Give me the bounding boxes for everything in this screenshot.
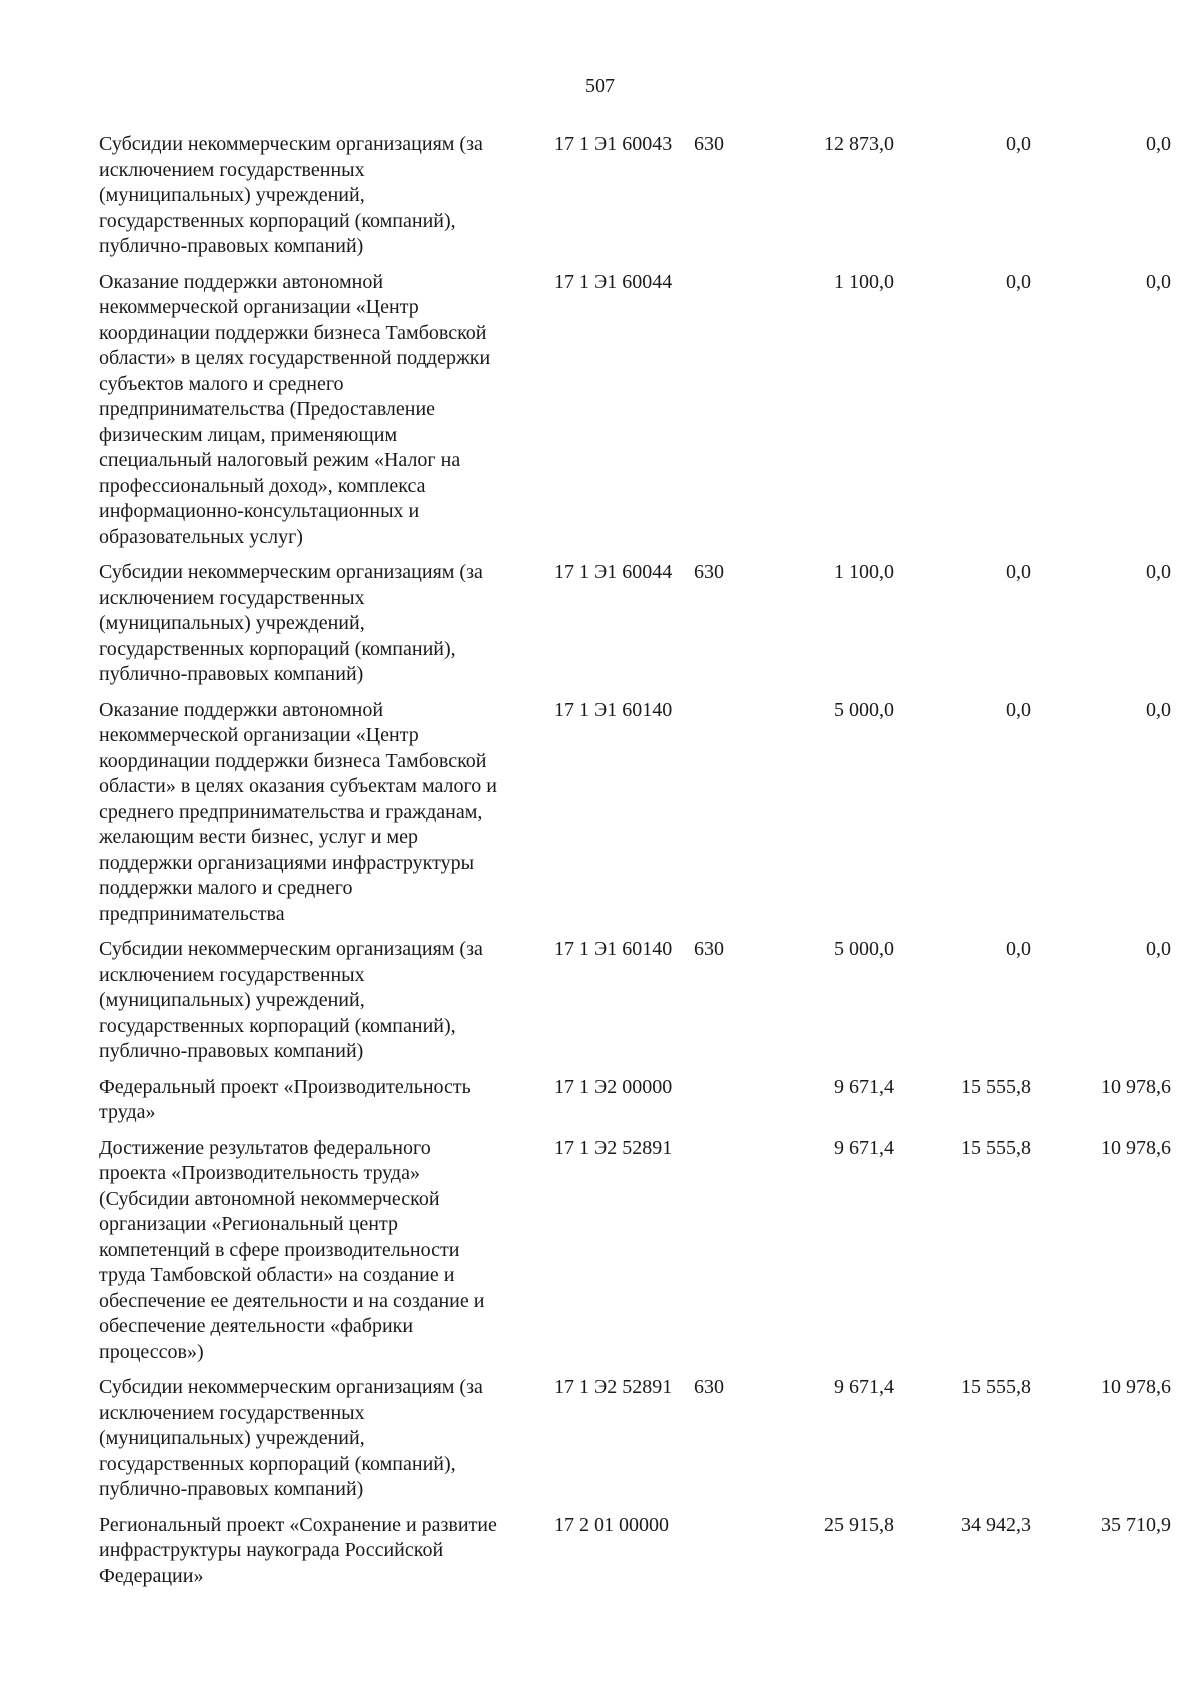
row-code: 17 1 Э2 00000 <box>554 1075 673 1098</box>
row-value-year-1-cell <box>744 1513 894 1600</box>
row-expense-type: 630 <box>694 561 724 583</box>
row-code: 17 1 Э1 60044 <box>554 270 673 293</box>
row-value-year-2: 15 555,8 <box>961 1075 1031 1098</box>
budget-table <box>99 132 1171 1599</box>
row-expense-type-cell <box>694 1136 744 1376</box>
row-value-year-3: 35 710,9 <box>1101 1513 1171 1536</box>
row-expense-type-cell <box>694 132 744 270</box>
row-code-cell <box>554 1375 694 1513</box>
row-name: Региональный проект «Сохранение и развитие инфраструктуры наукограда Российской Федерации» <box>99 1513 497 1587</box>
row-code: 17 1 Э2 52891 <box>554 1376 673 1398</box>
row-value-year-1-cell <box>744 132 894 270</box>
row-name: Субсидии некоммерческим организациям (за исключением государственных (муниципальных) учреждений, государственных корпораций (компаний), публично-правовых компаний) <box>99 938 483 1062</box>
row-value-year-2-cell <box>894 560 1031 698</box>
row-expense-type-cell <box>694 1075 744 1136</box>
row-value-year-3-cell <box>1031 698 1171 938</box>
row-value-year-3-cell <box>1031 937 1171 1075</box>
row-value-year-3: 0,0 <box>1146 698 1171 721</box>
row-name-cell <box>99 560 554 698</box>
row-expense-type-cell <box>694 560 744 698</box>
row-value-year-3: 10 978,6 <box>1101 1075 1171 1098</box>
row-expense-type: 630 <box>694 133 724 155</box>
table-row <box>99 1136 1171 1376</box>
row-name-cell <box>99 1136 554 1376</box>
row-value-year-1-cell <box>744 560 894 698</box>
row-value-year-2: 0,0 <box>1006 270 1031 293</box>
row-name: Субсидии некоммерческим организациям (за исключением государственных (муниципальных) учреждений, государственных корпораций (компаний), публично-правовых компаний) <box>99 1376 483 1500</box>
row-value-year-1: 12 873,0 <box>824 133 894 155</box>
row-expense-type-cell <box>694 1513 744 1600</box>
row-expense-type-cell <box>694 937 744 1075</box>
row-value-year-3: 0,0 <box>1146 938 1171 960</box>
row-value-year-1-cell <box>744 1075 894 1136</box>
table-row <box>99 270 1171 561</box>
row-value-year-3: 10 978,6 <box>1101 1376 1171 1398</box>
row-value-year-2-cell <box>894 1136 1031 1376</box>
row-name-cell <box>99 270 554 561</box>
row-value-year-2-cell <box>894 1375 1031 1513</box>
row-value-year-1: 9 671,4 <box>834 1075 894 1098</box>
row-code: 17 1 Э1 60043 <box>554 133 673 155</box>
row-name-cell <box>99 1513 554 1600</box>
row-value-year-3-cell <box>1031 1513 1171 1600</box>
row-expense-type-cell <box>694 1375 744 1513</box>
row-value-year-3-cell <box>1031 1136 1171 1376</box>
row-value-year-2: 15 555,8 <box>961 1376 1031 1398</box>
row-value-year-1: 9 671,4 <box>834 1136 894 1159</box>
row-value-year-2-cell <box>894 1075 1031 1136</box>
row-value-year-2: 15 555,8 <box>961 1136 1031 1159</box>
row-expense-type: 630 <box>694 1376 724 1398</box>
row-code: 17 2 01 00000 <box>554 1513 669 1536</box>
row-code-cell <box>554 270 694 561</box>
row-name-cell <box>99 1375 554 1513</box>
row-value-year-2-cell <box>894 937 1031 1075</box>
row-code-cell <box>554 560 694 698</box>
row-code: 17 1 Э1 60044 <box>554 561 673 583</box>
row-code-cell <box>554 132 694 270</box>
row-expense-type-cell <box>694 270 744 561</box>
row-value-year-3: 0,0 <box>1146 270 1171 293</box>
table-row <box>99 1375 1171 1513</box>
row-name: Оказание поддержки автономной некоммерческой организации «Центр координации поддержки бизнеса Тамбовской области» в целях оказания субъектам малого и среднего предпринимательства и гражданам, желающим вести бизнес, услуг и мер поддержки организациями инфраструктуры поддержки малого и среднего предпринимательства <box>99 698 497 925</box>
row-code-cell <box>554 698 694 938</box>
row-value-year-3: 0,0 <box>1146 561 1171 583</box>
row-code: 17 1 Э1 60140 <box>554 938 673 960</box>
row-code-cell <box>554 1075 694 1136</box>
row-value-year-1: 5 000,0 <box>834 938 894 960</box>
row-name: Оказание поддержки автономной некоммерческой организации «Центр координации поддержки бизнеса Тамбовской области» в целях государственной поддержки субъектов малого и среднего предпринимательства (Предоставление физическим лицам, применяющим специальный налоговый режим «Налог на профессиональный доход», комплекса информационно-консультационных и образовательных услуг) <box>99 270 491 548</box>
row-code: 17 1 Э2 52891 <box>554 1136 673 1159</box>
row-value-year-1-cell <box>744 937 894 1075</box>
row-value-year-3-cell <box>1031 1075 1171 1136</box>
row-name: Субсидии некоммерческим организациям (за исключением государственных (муниципальных) учреждений, государственных корпораций (компаний), публично-правовых компаний) <box>99 133 483 257</box>
table-row <box>99 1513 1171 1600</box>
table-row <box>99 698 1171 938</box>
row-code-cell <box>554 1136 694 1376</box>
row-value-year-2-cell <box>894 1513 1031 1600</box>
row-expense-type: 630 <box>694 938 724 960</box>
row-value-year-3-cell <box>1031 270 1171 561</box>
row-name-cell <box>99 937 554 1075</box>
row-expense-type-cell <box>694 698 744 938</box>
row-name-cell <box>99 132 554 270</box>
row-name-cell <box>99 1075 554 1136</box>
row-name: Федеральный проект «Производительность труда» <box>99 1075 471 1123</box>
row-value-year-2: 0,0 <box>1006 561 1031 583</box>
row-name-cell <box>99 698 554 938</box>
row-code-cell <box>554 937 694 1075</box>
row-value-year-2: 0,0 <box>1006 698 1031 721</box>
row-name: Субсидии некоммерческим организациям (за исключением государственных (муниципальных) учреждений, государственных корпораций (компаний), публично-правовых компаний) <box>99 561 483 685</box>
row-value-year-1: 1 100,0 <box>834 561 894 583</box>
page-number: 507 <box>585 75 615 97</box>
row-value-year-1: 25 915,8 <box>824 1513 894 1536</box>
row-value-year-3: 10 978,6 <box>1101 1136 1171 1159</box>
row-value-year-2-cell <box>894 270 1031 561</box>
row-value-year-3-cell <box>1031 132 1171 270</box>
row-code-cell <box>554 1513 694 1600</box>
row-value-year-2: 34 942,3 <box>961 1513 1031 1536</box>
row-value-year-2-cell <box>894 132 1031 270</box>
row-value-year-1: 9 671,4 <box>834 1376 894 1398</box>
table-row <box>99 560 1171 698</box>
row-value-year-3-cell <box>1031 560 1171 698</box>
table-row <box>99 132 1171 270</box>
row-value-year-1: 5 000,0 <box>834 698 894 721</box>
row-value-year-2: 0,0 <box>1006 938 1031 960</box>
row-value-year-1-cell <box>744 1375 894 1513</box>
row-value-year-3: 0,0 <box>1146 133 1171 155</box>
row-value-year-2-cell <box>894 698 1031 938</box>
row-value-year-1-cell <box>744 1136 894 1376</box>
row-name: Достижение результатов федерального проекта «Производительность труда» (Субсидии автономной некоммерческой организации «Региональный центр компетенций в сфере производительности труда Тамбовской области» на создание и обеспечение ее деятельности и на создание и обеспечение деятельности «фабрики процессов») <box>99 1136 485 1363</box>
row-code: 17 1 Э1 60140 <box>554 698 673 721</box>
row-value-year-1-cell <box>744 698 894 938</box>
budget-table-body <box>99 132 1171 1599</box>
table-row <box>99 1075 1171 1136</box>
row-value-year-1: 1 100,0 <box>834 270 894 293</box>
row-value-year-2: 0,0 <box>1006 133 1031 155</box>
table-row <box>99 937 1171 1075</box>
row-value-year-1-cell <box>744 270 894 561</box>
row-value-year-3-cell <box>1031 1375 1171 1513</box>
